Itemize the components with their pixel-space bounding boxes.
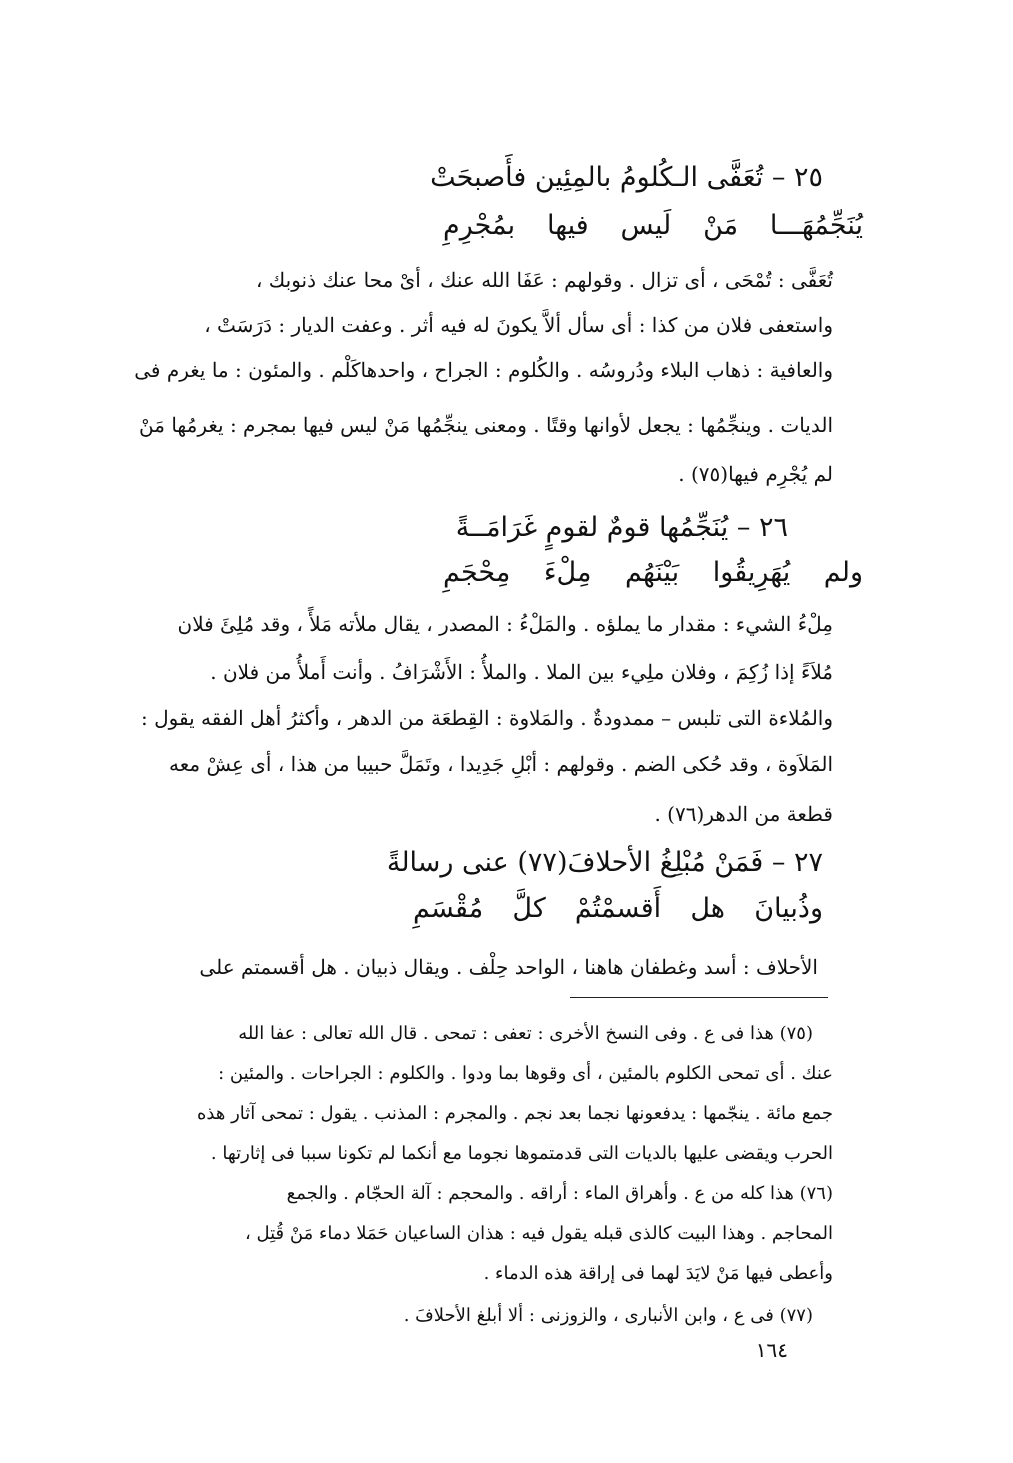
commentary-27-line-1: الأحلاف : أسد وغطفان هاهنا ، الواحد حِلْف . ويقال ذبيان . هل أقسمتم على [199, 955, 818, 979]
verse-26-line-2: ولم يُهَرِيقُوا بَيْنَهُم مِلْءَ مِحْجَمِ [443, 557, 863, 588]
verse-25-line-1: ٢٥ – تُعَفَّى الـكُلومُ بالمِئِين فأَصبحَتْ [430, 162, 823, 193]
verse-27-line-1: ٢٧ – فَمَنْ مُبْلِغُ الأحلافَ(٧٧) عنى رسالةً [386, 847, 823, 878]
footnote-line-3: جمع مائة . ينجّمها : يدفعونها نجما بعد نجم . والمجرم : المذنب . يقول : تمحى آثار هذه [197, 1103, 833, 1124]
footnote-line-7: وأعطى فيها مَنْ لايَدَ لهما فى إراقة هذه الدماء . [483, 1263, 833, 1284]
verse-27-line-2: وذُبيانَ هل أَقسمْتُمْ كلَّ مُقْسَمِ [413, 893, 823, 924]
verse-26-line-1: ٢٦ – يُنَجِّمُها قومٌ لقومٍ غَرَامَــةً [455, 512, 788, 543]
commentary-25-line-5: لم يُجْرِم فيها(٧٥) . [678, 462, 833, 486]
commentary-26-line-2: مُلاَءً إذا زُكِمَ ، وفلان ملِيء بين الملا . والملأُ : الأَشْرَافُ . وأنت أَملأُ من فلان . [210, 660, 833, 684]
footnote-line-5: (٧٦) هذا كله من ع . وأهراق الماء : أراقه . والمحجم : آلة الحجّام . والجمع [286, 1183, 833, 1204]
footnote-line-2: عنك . أى تمحى الكلوم بالمئين ، أى وقوها بما ودوا . والكلوم : الجراحات . والمئين : [218, 1063, 833, 1084]
commentary-25-line-1: تُعَفَّى : تُمْحَى ، أى تزال . وقولهم : عَفَا الله عنك ، أىْ محا عنك ذنوبك ، [255, 268, 833, 292]
page-number: ١٦٤ [755, 1338, 788, 1362]
footnote-line-6: المحاجم . وهذا البيت كالذى قبله يقول فيه : هذان الساعيان حَمَلا دماء مَنْ قُتِل ، [244, 1223, 833, 1244]
commentary-26-line-5: قطعة من الدهر(٧٦) . [654, 802, 833, 826]
commentary-25-line-3: والعافية : ذهاب البلاء ودُروسُه . والكُلوم : الجراح ، واحدهاكَلْم . والمئون : ما يغرم فى [134, 358, 833, 382]
footnote-separator [570, 997, 828, 998]
commentary-26-line-4: المَلاَوة ، وقد حُكى الضم . وقولهم : أبْلِ جَدِيدا ، وتَمَلَّ حبيبا من هذا ، أى عِشْ معه [169, 752, 833, 776]
commentary-25-line-2: واستعفى فلان من كذا : أى سأل ألاَّ يكونَ له فيه أثر . وعفت الديار : دَرَسَتْ ، [204, 313, 833, 337]
verse-25-line-2: يُنَجِّمُهَـــا مَنْ لَيس فيها بمُجْرِمِ [443, 210, 863, 241]
footnote-line-4: الحرب ويقضى عليها بالديات التى قدمتموها نجوما مع أنكما لم تكونا سببا فى إثارتها . [210, 1143, 833, 1164]
commentary-26-line-1: مِلْءُ الشيء : مقدار ما يملؤه . والمَلْءُ : المصدر ، يقال ملأته مَلأً ، وقد مُلِئَ فلان [177, 612, 833, 636]
footnote-line-1: (٧٥) هذا فى ع . وفى النسخ الأخرى : تعفى : تمحى . قال الله تعالى : عفا الله [238, 1023, 813, 1044]
commentary-26-line-3: والمُلاءة التى تلبس – ممدودةٌ . والمَلاوة : القِطعَة من الدهر ، وأكثرُ أهل الفقه يقول : [141, 706, 833, 730]
commentary-25-line-4: الديات . وينجِّمُها : يجعل لأوانها وقتًا . ومعنى ينجِّمُها مَنْ ليس فيها بمجرم : يغرمُها مَنْ [139, 413, 833, 437]
footnote-line-8: (٧٧) فى ع ، وابن الأنبارى ، والزوزنى : ألا أبلغ الأحلافَ . [403, 1305, 813, 1326]
